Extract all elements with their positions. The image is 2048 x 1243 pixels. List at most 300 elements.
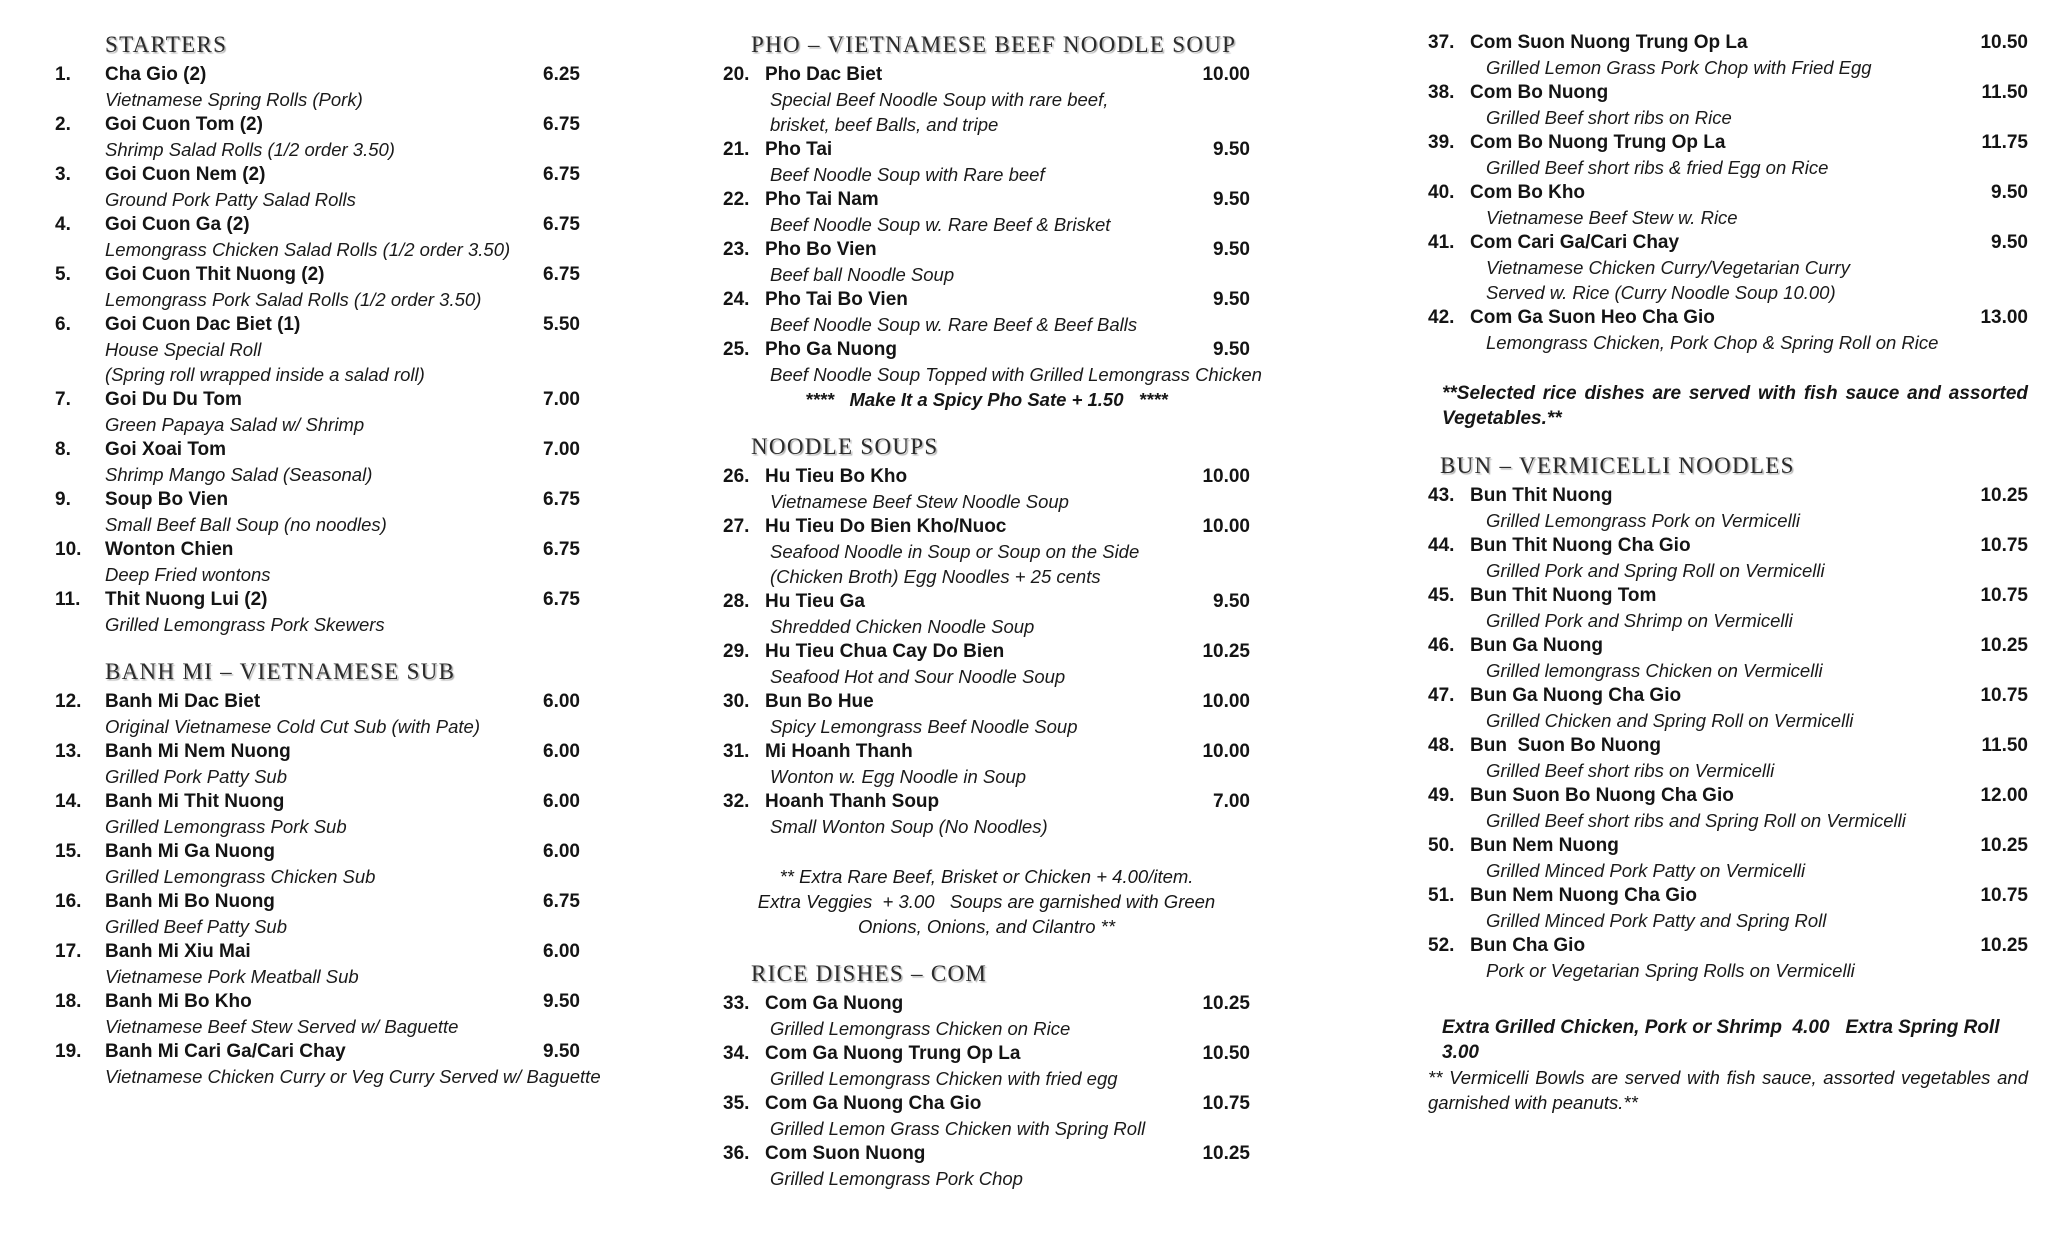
item-price: 6.75 bbox=[543, 489, 580, 510]
item-price: 11.75 bbox=[1981, 132, 2028, 153]
item-price: 10.25 bbox=[1980, 935, 2028, 956]
item-description: Grilled Lemongrass Chicken with fried egg bbox=[770, 1068, 1118, 1089]
item-number: 47. bbox=[1428, 685, 1455, 706]
menu-item bbox=[1428, 180, 2028, 230]
item-name: Banh Mi Cari Ga/Cari Chay bbox=[105, 1041, 346, 1062]
item-name: Thit Nuong Lui (2) bbox=[105, 589, 268, 610]
item-description: Original Vietnamese Cold Cut Sub (with Pate) bbox=[105, 716, 480, 737]
item-description: Vietnamese Beef Stew Noodle Soup bbox=[770, 491, 1069, 512]
item-price: 6.75 bbox=[543, 539, 580, 560]
item-name: Pho Tai Bo Vien bbox=[765, 289, 908, 310]
menu-item bbox=[55, 62, 580, 112]
item-number: 41. bbox=[1428, 232, 1455, 253]
menu-item bbox=[1428, 733, 2028, 783]
item-row bbox=[55, 889, 580, 914]
item-row bbox=[55, 839, 580, 864]
item-name: Com Bo Kho bbox=[1470, 182, 1586, 203]
item-description: Shredded Chicken Noodle Soup bbox=[770, 616, 1035, 637]
menu-item bbox=[1428, 783, 2028, 833]
item-row bbox=[55, 487, 580, 512]
item-description: Vietnamese Chicken Curry or Veg Curry Served w/ Baguette bbox=[105, 1066, 601, 1087]
item-row bbox=[723, 337, 1250, 362]
item-description: Grilled Lemongrass Pork on Vermicelli bbox=[1486, 510, 1800, 531]
item-row bbox=[55, 312, 580, 337]
section-header: BUN – VERMICELLI NOODLES bbox=[1440, 453, 1795, 478]
item-price: 9.50 bbox=[1213, 591, 1250, 612]
item-name: Goi Cuon Tom (2) bbox=[105, 114, 263, 135]
item-row bbox=[723, 187, 1250, 212]
item-name: Com Suon Nuong bbox=[765, 1143, 926, 1164]
item-number: 21. bbox=[723, 139, 750, 160]
item-description: Small Beef Ball Soup (no noodles) bbox=[105, 514, 387, 535]
item-description: Lemongrass Chicken Salad Rolls (1/2 order 3.50) bbox=[105, 239, 511, 260]
item-name: Banh Mi Ga Nuong bbox=[105, 841, 275, 862]
item-row bbox=[723, 1141, 1250, 1166]
item-number: 42. bbox=[1428, 307, 1455, 328]
item-description: Served w. Rice (Curry Noodle Soup 10.00) bbox=[1486, 282, 1836, 303]
note-line: Extra Veggies + 3.00 Soups are garnished with Green bbox=[757, 891, 1216, 912]
item-row bbox=[723, 137, 1250, 162]
item-row bbox=[723, 237, 1250, 262]
item-price: 6.75 bbox=[543, 214, 580, 235]
item-price: 7.00 bbox=[543, 439, 580, 460]
item-price: 7.00 bbox=[543, 389, 580, 410]
item-number: 29. bbox=[723, 641, 750, 662]
item-row bbox=[723, 1091, 1250, 1116]
item-description: Grilled Pork and Spring Roll on Vermicelli bbox=[1486, 560, 1825, 581]
item-price: 11.50 bbox=[1981, 735, 2028, 756]
item-name: Pho Tai bbox=[765, 139, 833, 160]
item-name: Banh Mi Thit Nuong bbox=[105, 791, 285, 812]
item-row bbox=[723, 689, 1250, 714]
menu-note bbox=[1428, 1015, 2028, 1065]
menu-note bbox=[1428, 1065, 2034, 1115]
note-line: ** Vermicelli Bowls are served with fish sauce, assorted vegetables and garnished with peanuts.** bbox=[1428, 1067, 2034, 1113]
item-number: 31. bbox=[723, 741, 750, 762]
item-name: Goi Du Du Tom bbox=[105, 389, 242, 410]
item-number: 39. bbox=[1428, 132, 1455, 153]
item-name: Bun Nem Nuong Cha Gio bbox=[1470, 885, 1697, 906]
item-price: 10.75 bbox=[1202, 1093, 1250, 1114]
item-row bbox=[55, 789, 580, 814]
item-price: 6.75 bbox=[543, 264, 580, 285]
item-number: 13. bbox=[55, 741, 82, 762]
item-row bbox=[1428, 633, 2028, 658]
item-price: 10.00 bbox=[1202, 466, 1250, 487]
item-number: 12. bbox=[55, 691, 82, 712]
menu-item bbox=[1428, 883, 2028, 933]
menu-item bbox=[55, 112, 580, 162]
item-description: Deep Fried wontons bbox=[105, 564, 271, 585]
item-price: 5.50 bbox=[543, 314, 580, 335]
item-name: Bun Bo Hue bbox=[765, 691, 874, 712]
menu-item bbox=[723, 137, 1250, 187]
item-row bbox=[1428, 933, 2028, 958]
item-name: Bun Ga Nuong bbox=[1470, 635, 1603, 656]
menu-item bbox=[1428, 30, 2028, 80]
menu-item bbox=[1428, 583, 2028, 633]
item-row bbox=[55, 387, 580, 412]
item-price: 9.50 bbox=[543, 991, 580, 1012]
item-price: 6.00 bbox=[543, 791, 580, 812]
item-row bbox=[55, 689, 580, 714]
menu-item bbox=[55, 437, 580, 487]
item-number: 17. bbox=[55, 941, 82, 962]
menu-item bbox=[55, 889, 580, 939]
item-number: 36. bbox=[723, 1143, 750, 1164]
item-number: 23. bbox=[723, 239, 750, 260]
item-price: 6.75 bbox=[543, 589, 580, 610]
menu-item bbox=[55, 789, 580, 839]
item-description: Shrimp Mango Salad (Seasonal) bbox=[105, 464, 373, 485]
item-description: Grilled Beef short ribs on Rice bbox=[1486, 107, 1732, 128]
item-number: 26. bbox=[723, 466, 750, 487]
item-row bbox=[55, 262, 580, 287]
item-price: 10.00 bbox=[1202, 691, 1250, 712]
item-description: brisket, beef Balls, and tripe bbox=[770, 114, 999, 135]
item-name: Cha Gio (2) bbox=[105, 64, 207, 85]
item-number: 45. bbox=[1428, 585, 1455, 606]
item-price: 10.25 bbox=[1202, 993, 1250, 1014]
item-description: Vietnamese Spring Rolls (Pork) bbox=[105, 89, 363, 110]
item-name: Banh Mi Xiu Mai bbox=[105, 941, 251, 962]
item-row bbox=[723, 464, 1250, 489]
menu-item bbox=[1428, 483, 2028, 533]
item-description: Seafood Hot and Sour Noodle Soup bbox=[770, 666, 1066, 687]
menu-item bbox=[55, 162, 580, 212]
item-name: Pho Dac Biet bbox=[765, 64, 883, 85]
item-description: Grilled Beef short ribs and Spring Roll on Vermicelli bbox=[1486, 810, 1906, 831]
item-row bbox=[55, 587, 580, 612]
menu-item bbox=[1428, 230, 2028, 305]
item-price: 12.00 bbox=[1980, 785, 2028, 806]
item-number: 40. bbox=[1428, 182, 1455, 203]
item-row bbox=[55, 989, 580, 1014]
item-row bbox=[1428, 130, 2028, 155]
note-line: **** Make It a Spicy Pho Sate + 1.50 **** bbox=[805, 389, 1168, 410]
item-row bbox=[1428, 230, 2028, 255]
menu-item bbox=[723, 337, 1262, 387]
note-line: Extra Grilled Chicken, Pork or Shrimp 4.00 Extra Spring Roll 3.00 bbox=[1442, 1017, 2011, 1063]
item-price: 6.00 bbox=[543, 691, 580, 712]
item-price: 10.25 bbox=[1980, 835, 2028, 856]
item-row bbox=[1428, 833, 2028, 858]
menu-column-middle bbox=[723, 30, 1262, 1191]
item-number: 30. bbox=[723, 691, 750, 712]
item-price: 9.50 bbox=[1213, 289, 1250, 310]
item-name: Pho Ga Nuong bbox=[765, 339, 897, 360]
item-description: Vietnamese Beef Stew w. Rice bbox=[1486, 207, 1738, 228]
item-row bbox=[1428, 883, 2028, 908]
item-name: Hu Tieu Chua Cay Do Bien bbox=[765, 641, 1005, 662]
item-description: Grilled Lemongrass Chicken Sub bbox=[105, 866, 376, 887]
menu-item bbox=[1428, 130, 2028, 180]
item-name: Bun Suon Bo Nuong Cha Gio bbox=[1470, 785, 1734, 806]
item-description: Lemongrass Chicken, Pork Chop & Spring Roll on Rice bbox=[1486, 332, 1939, 353]
item-row bbox=[1428, 80, 2028, 105]
menu-item bbox=[55, 537, 580, 587]
item-name: Banh Mi Nem Nuong bbox=[105, 741, 291, 762]
item-price: 9.50 bbox=[543, 1041, 580, 1062]
item-description: Grilled Lemongrass Pork Sub bbox=[105, 816, 347, 837]
item-row bbox=[55, 939, 580, 964]
item-name: Com Ga Nuong bbox=[765, 993, 904, 1014]
item-name: Com Ga Suon Heo Cha Gio bbox=[1470, 307, 1715, 328]
item-description: Grilled lemongrass Chicken on Vermicelli bbox=[1486, 660, 1823, 681]
item-description: Spicy Lemongrass Beef Noodle Soup bbox=[770, 716, 1078, 737]
item-name: Com Ga Nuong Cha Gio bbox=[765, 1093, 982, 1114]
item-row bbox=[723, 789, 1250, 814]
item-number: 34. bbox=[723, 1043, 750, 1064]
item-number: 9. bbox=[55, 489, 71, 510]
section-header: STARTERS bbox=[105, 32, 228, 57]
item-number: 52. bbox=[1428, 935, 1455, 956]
item-row bbox=[723, 287, 1250, 312]
item-price: 9.50 bbox=[1213, 239, 1250, 260]
item-name: Soup Bo Vien bbox=[105, 489, 229, 510]
item-number: 1. bbox=[55, 64, 71, 85]
item-name: Banh Mi Dac Biet bbox=[105, 691, 261, 712]
section-header: BANH MI – VIETNAMESE SUB bbox=[105, 659, 456, 684]
menu-item bbox=[55, 212, 580, 262]
menu-column-right bbox=[1428, 30, 2034, 1191]
item-number: 43. bbox=[1428, 485, 1455, 506]
item-description: Seafood Noodle in Soup or Soup on the Side bbox=[770, 541, 1140, 562]
item-description: Vietnamese Pork Meatball Sub bbox=[105, 966, 359, 987]
item-row bbox=[723, 739, 1250, 764]
item-number: 16. bbox=[55, 891, 82, 912]
item-description: Grilled Pork Patty Sub bbox=[105, 766, 287, 787]
item-name: Pho Bo Vien bbox=[765, 239, 877, 260]
item-description: Grilled Beef short ribs on Vermicelli bbox=[1486, 760, 1775, 781]
menu-item bbox=[1428, 80, 2028, 130]
menu-item bbox=[723, 187, 1250, 237]
item-price: 10.25 bbox=[1202, 1143, 1250, 1164]
menu-item bbox=[55, 839, 580, 889]
item-row bbox=[55, 537, 580, 562]
item-number: 22. bbox=[723, 189, 750, 210]
item-description: Grilled Lemongrass Pork Skewers bbox=[105, 614, 385, 635]
item-row bbox=[1428, 733, 2028, 758]
item-number: 20. bbox=[723, 64, 750, 85]
note-line: ** Extra Rare Beef, Brisket or Chicken + 4.00/item. bbox=[779, 866, 1194, 887]
item-name: Goi Cuon Dac Biet (1) bbox=[105, 314, 301, 335]
item-price: 6.75 bbox=[543, 891, 580, 912]
item-name: Com Cari Ga/Cari Chay bbox=[1470, 232, 1680, 253]
menu-note bbox=[723, 864, 1250, 939]
item-description: Grilled Lemongrass Chicken on Rice bbox=[770, 1018, 1071, 1039]
item-number: 28. bbox=[723, 591, 750, 612]
item-number: 50. bbox=[1428, 835, 1455, 856]
item-price: 9.50 bbox=[1991, 182, 2028, 203]
item-number: 8. bbox=[55, 439, 71, 460]
item-number: 44. bbox=[1428, 535, 1455, 556]
item-price: 10.75 bbox=[1980, 885, 2028, 906]
item-price: 10.75 bbox=[1980, 585, 2028, 606]
item-price: 6.75 bbox=[543, 114, 580, 135]
item-name: Hu Tieu Do Bien Kho/Nuoc bbox=[765, 516, 1007, 537]
item-row bbox=[55, 437, 580, 462]
note-line: **Selected rice dishes are served with fish sauce and assorted Vegetables.** bbox=[1442, 383, 2034, 429]
item-number: 7. bbox=[55, 389, 71, 410]
item-number: 46. bbox=[1428, 635, 1455, 656]
menu-item bbox=[1428, 683, 2028, 733]
menu-item bbox=[55, 689, 580, 739]
item-description: Vietnamese Chicken Curry/Vegetarian Curry bbox=[1486, 257, 1850, 278]
menu-item bbox=[723, 287, 1250, 337]
item-name: Goi Xoai Tom bbox=[105, 439, 227, 460]
item-row bbox=[55, 62, 580, 87]
item-price: 9.50 bbox=[1213, 339, 1250, 360]
item-description: Grilled Minced Pork Patty on Vermicelli bbox=[1486, 860, 1806, 881]
section-header: RICE DISHES – COM bbox=[751, 961, 988, 986]
item-price: 6.00 bbox=[543, 841, 580, 862]
item-description: Vietnamese Beef Stew Served w/ Baguette bbox=[105, 1016, 459, 1037]
menu-item bbox=[723, 639, 1250, 689]
item-name: Com Bo Nuong bbox=[1470, 82, 1609, 103]
item-price: 6.75 bbox=[543, 164, 580, 185]
item-price: 10.00 bbox=[1202, 64, 1250, 85]
item-description: Grilled Lemongrass Pork Chop bbox=[770, 1168, 1023, 1189]
item-number: 27. bbox=[723, 516, 750, 537]
item-number: 18. bbox=[55, 991, 82, 1012]
item-number: 2. bbox=[55, 114, 71, 135]
item-description: Grilled Beef short ribs & fried Egg on Rice bbox=[1486, 157, 1829, 178]
item-description: Grilled Beef Patty Sub bbox=[105, 916, 288, 937]
item-name: Hu Tieu Ga bbox=[765, 591, 865, 612]
menu-item bbox=[55, 587, 580, 637]
item-name: Goi Cuon Thit Nuong (2) bbox=[105, 264, 325, 285]
item-row bbox=[1428, 583, 2028, 608]
item-row bbox=[1428, 683, 2028, 708]
item-name: Mi Hoanh Thanh bbox=[765, 741, 913, 762]
item-description: Beef Noodle Soup Topped with Grilled Lemongrass Chicken bbox=[770, 364, 1262, 385]
item-number: 5. bbox=[55, 264, 71, 285]
item-name: Goi Cuon Ga (2) bbox=[105, 214, 250, 235]
item-description: Pork or Vegetarian Spring Rolls on Vermicelli bbox=[1486, 960, 1855, 981]
item-number: 14. bbox=[55, 791, 82, 812]
section-header: NOODLE SOUPS bbox=[751, 434, 939, 459]
item-row bbox=[723, 589, 1250, 614]
item-number: 10. bbox=[55, 539, 82, 560]
item-description: Green Papaya Salad w/ Shrimp bbox=[105, 414, 365, 435]
item-row bbox=[1428, 533, 2028, 558]
menu-note bbox=[723, 387, 1250, 412]
menu-item bbox=[723, 991, 1250, 1041]
item-number: 25. bbox=[723, 339, 750, 360]
item-name: Com Bo Nuong Trung Op La bbox=[1470, 132, 1726, 153]
note-line: Onions, Onions, and Cilantro ** bbox=[857, 916, 1116, 937]
item-description: House Special Roll bbox=[105, 339, 262, 360]
item-row bbox=[55, 162, 580, 187]
item-name: Banh Mi Bo Nuong bbox=[105, 891, 275, 912]
menu-item bbox=[723, 689, 1250, 739]
menu-item bbox=[723, 237, 1250, 287]
section-header: PHO – VIETNAMESE BEEF NOODLE SOUP bbox=[751, 32, 1237, 57]
item-description: Ground Pork Patty Salad Rolls bbox=[105, 189, 356, 210]
menu-item bbox=[723, 739, 1250, 789]
menu-item bbox=[1428, 305, 2028, 355]
item-name: Bun Nem Nuong bbox=[1470, 835, 1619, 856]
item-description: Grilled Pork and Shrimp on Vermicelli bbox=[1486, 610, 1793, 631]
item-number: 11. bbox=[55, 589, 81, 610]
item-number: 51. bbox=[1428, 885, 1455, 906]
item-number: 24. bbox=[723, 289, 750, 310]
item-row bbox=[1428, 483, 2028, 508]
menu-item bbox=[55, 939, 580, 989]
item-price: 10.75 bbox=[1980, 685, 2028, 706]
item-name: Pho Tai Nam bbox=[765, 189, 879, 210]
item-description: Grilled Lemon Grass Chicken with Spring Roll bbox=[770, 1118, 1146, 1139]
menu-item bbox=[55, 487, 580, 537]
item-number: 32. bbox=[723, 791, 750, 812]
item-number: 4. bbox=[55, 214, 71, 235]
item-name: Goi Cuon Nem (2) bbox=[105, 164, 266, 185]
item-name: Hoanh Thanh Soup bbox=[765, 791, 940, 812]
menu-note bbox=[1428, 381, 2034, 431]
item-row bbox=[1428, 180, 2028, 205]
item-number: 6. bbox=[55, 314, 71, 335]
item-name: Hu Tieu Bo Kho bbox=[765, 466, 908, 487]
item-price: 6.00 bbox=[543, 941, 580, 962]
menu-item bbox=[1428, 533, 2028, 583]
item-price: 10.50 bbox=[1202, 1043, 1250, 1064]
item-description: Lemongrass Pork Salad Rolls (1/2 order 3.50) bbox=[105, 289, 482, 310]
item-price: 9.50 bbox=[1213, 139, 1250, 160]
item-description: Beef Noodle Soup with Rare beef bbox=[770, 164, 1045, 185]
item-name: Bun Thit Nuong Tom bbox=[1470, 585, 1657, 606]
menu-item bbox=[723, 589, 1250, 639]
item-price: 10.25 bbox=[1980, 485, 2028, 506]
item-price: 9.50 bbox=[1213, 189, 1250, 210]
item-price: 6.00 bbox=[543, 741, 580, 762]
item-price: 7.00 bbox=[1213, 791, 1250, 812]
menu-item bbox=[723, 1091, 1250, 1141]
menu-item bbox=[1428, 633, 2028, 683]
item-price: 10.75 bbox=[1980, 535, 2028, 556]
menu-item bbox=[723, 62, 1250, 137]
item-description: (Spring roll wrapped inside a salad roll) bbox=[105, 364, 425, 385]
item-name: Bun Suon Bo Nuong bbox=[1470, 735, 1662, 756]
item-description: Beef ball Noodle Soup bbox=[770, 264, 955, 285]
item-number: 49. bbox=[1428, 785, 1455, 806]
item-row bbox=[55, 212, 580, 237]
item-price: 10.00 bbox=[1202, 741, 1250, 762]
item-row bbox=[1428, 30, 2028, 55]
menu-item bbox=[55, 739, 580, 789]
item-description: Beef Noodle Soup w. Rare Beef & Beef Balls bbox=[770, 314, 1138, 335]
item-number: 35. bbox=[723, 1093, 750, 1114]
menu-item bbox=[1428, 833, 2028, 883]
item-name: Bun Ga Nuong Cha Gio bbox=[1470, 685, 1682, 706]
menu-item bbox=[723, 1141, 1250, 1191]
item-number: 37. bbox=[1428, 32, 1455, 53]
item-description: Small Wonton Soup (No Noodles) bbox=[770, 816, 1048, 837]
item-number: 38. bbox=[1428, 82, 1455, 103]
menu-item bbox=[55, 262, 580, 312]
item-row bbox=[1428, 783, 2028, 808]
item-name: Wonton Chien bbox=[105, 539, 234, 560]
item-number: 19. bbox=[55, 1041, 82, 1062]
item-name: Bun Thit Nuong Cha Gio bbox=[1470, 535, 1691, 556]
menu-column-left bbox=[55, 30, 601, 1191]
item-price: 10.00 bbox=[1202, 516, 1250, 537]
item-row bbox=[55, 112, 580, 137]
item-price: 13.00 bbox=[1980, 307, 2028, 328]
menu-item bbox=[723, 514, 1250, 589]
item-name: Com Ga Nuong Trung Op La bbox=[765, 1043, 1021, 1064]
item-description: Special Beef Noodle Soup with rare beef, bbox=[770, 89, 1109, 110]
